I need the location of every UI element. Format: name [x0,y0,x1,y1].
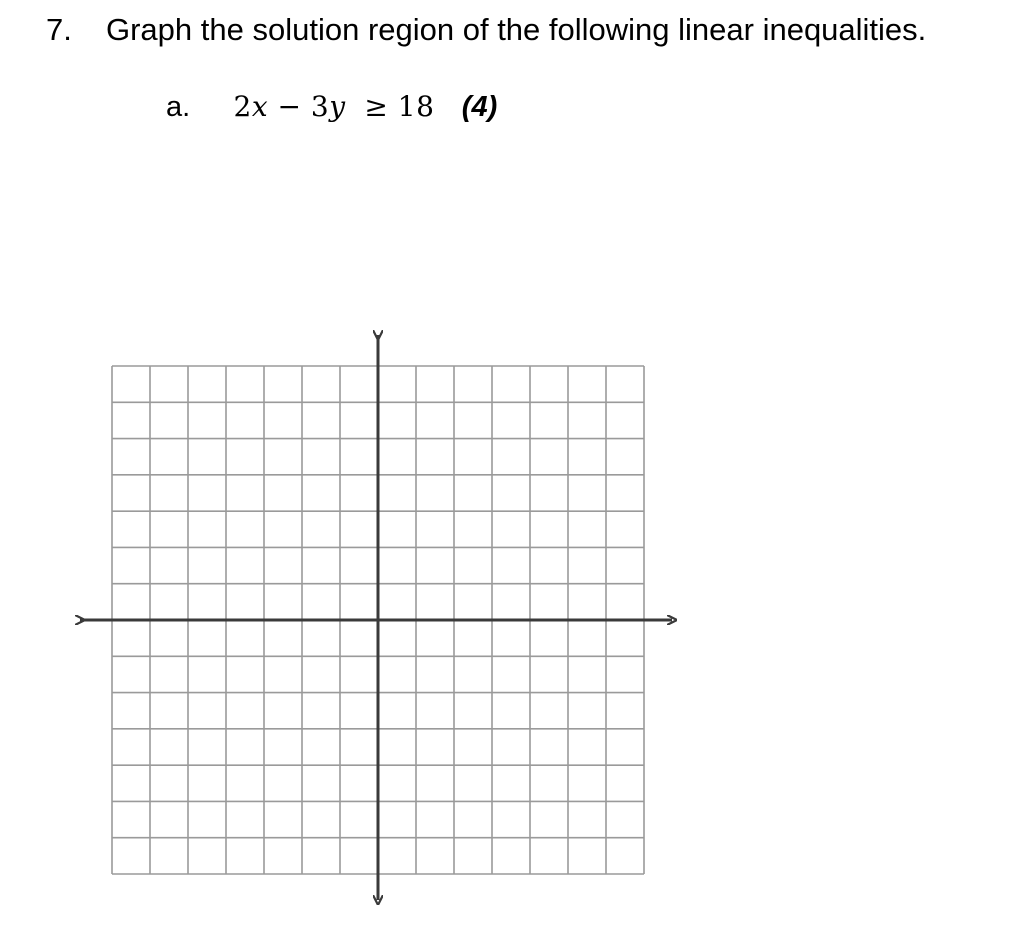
var-y: y [329,90,346,123]
part-a-label: a. [166,91,191,123]
minus-sign: − [277,90,302,123]
question-text: Graph the solution region of the following linear inequalities. [106,12,927,47]
points-value: (4) [461,91,498,123]
question-number: 7. [46,12,72,47]
relation-sign: ≥ [364,90,389,123]
coef-x: 2 [233,90,252,123]
rhs-value: 18 [397,90,435,123]
var-x: x [251,90,269,123]
coef-y: 3 [310,90,330,123]
